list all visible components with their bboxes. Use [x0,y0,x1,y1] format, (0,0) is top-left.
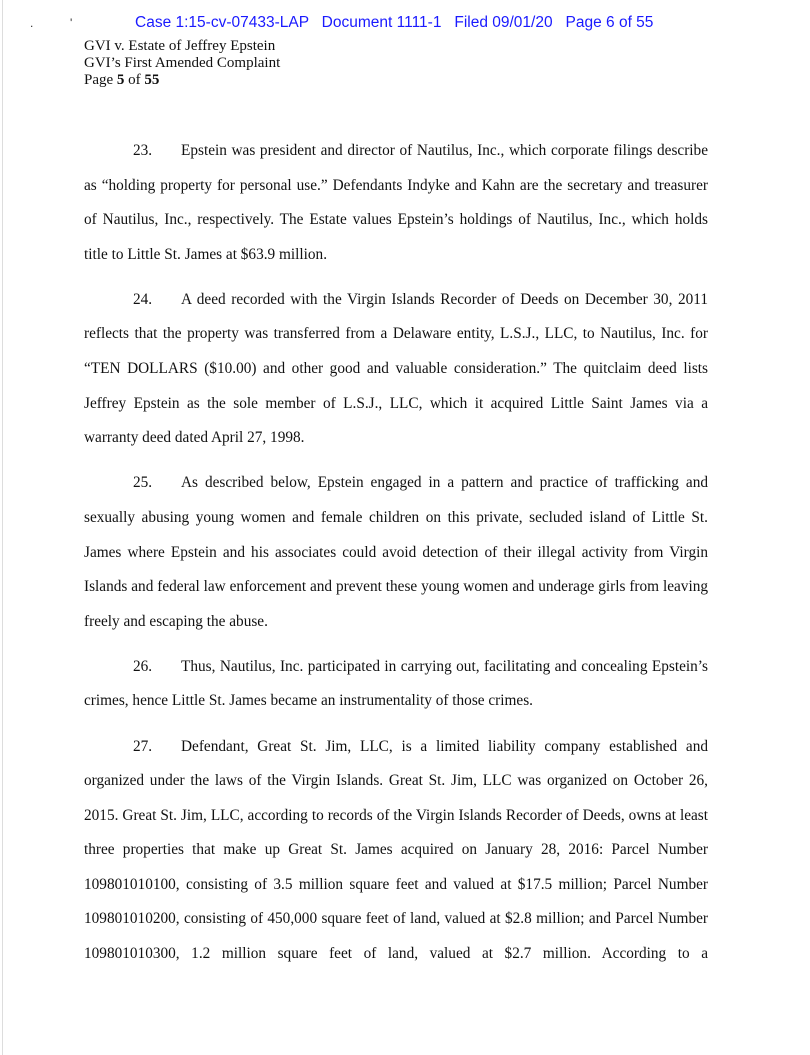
paragraph-23 [84,134,708,272]
paragraph-number: 25. [133,474,153,492]
paragraph-24 [84,283,708,456]
page-of: of [124,72,145,88]
page-num: 5 [116,72,125,88]
paragraph-26 [84,650,708,719]
paragraph-text: As described below, Epstein engaged in a pattern and practice of trafficking and sexually abusing young women and female children on this private, secluded island of Little St. James where Epstein and his associates could avoid detection of their illegal activity from Virgin Islands and federal law enforcement and prevent these young women and underage girls from leaving freely and escaping the abuse. [84,474,708,630]
paragraph-25 [84,466,708,639]
document-body [84,134,708,982]
caption-page-number [84,72,280,89]
paragraph-27 [84,730,708,972]
document-caption [84,38,280,89]
paragraph-number: 23. [133,142,153,159]
page-total: 55 [144,72,160,88]
caption-case-name: GVI v. Estate of Jeffrey Epstein [84,38,276,54]
paragraph-text: Thus, Nautilus, Inc. participated in carrying out, facilitating and concealing Epstein’s crimes, hence Little St. James became an instrumentality of those crimes. [84,657,708,710]
paragraph-text: A deed recorded with the Virgin Islands Recorder of Deeds on December 30, 2011 reflects that the property was transferred from a Delaware entity, L.S.J., LLC, to Nautilus, Inc. for “TEN DOLLARS ($10.00) and other good and valuable consideration.” The quitclaim deed lists Jeffrey Epstein as the sole member of L.S.J., LLC, which it acquired Little Saint James via a warranty deed dated April 27, 1998. [84,290,708,447]
paragraph-number: 24. [133,290,153,308]
scan-mark: . [30,16,34,30]
paragraph-number: 27. [133,737,153,755]
scan-edge-line [2,0,3,1055]
page-prefix: Page [84,72,117,88]
paragraph-text: Epstein was president and director of Nautilus, Inc., which corporate filings describe as “holding property for personal use.” Defendants Indyke and Kahn are the secretary and treasurer of Nautilus, Inc., respectively. The Estate values Epstein’s holdings of Nautilus, Inc., which holds title to Little St. James at $63.9 million. [84,142,708,263]
paragraph-number: 26. [133,657,153,675]
scan-mark: ' [70,16,73,30]
paragraph-text: Defendant, Great St. Jim, LLC, is a limited liability company established and organized under the laws of the Virgin Islands. Great St. Jim, LLC was organized on October 26, 2015. Great St. Jim, LLC, according to records of the Virgin Islands Recorder of Deeds, owns at least three properties that make up Great St. James acquired on January 28, 2016: Parcel Number 109801010100, consisting of 3.5 million square feet and valued at $17.5 million; Parcel Number 109801010200, consisting of 450,000 square feet of land, valued at $2.8 million; and Parcel Number 109801010300, 1.2 million square feet of land, valued at $2.7 million. According to a [84,737,708,963]
caption-document-title: GVI’s First Amended Complaint [84,55,281,71]
court-filing-stamp: Case 1:15-cv-07433-LAP Document 1111-1 Filed 09/01/20 Page 6 of 55 [135,14,654,31]
